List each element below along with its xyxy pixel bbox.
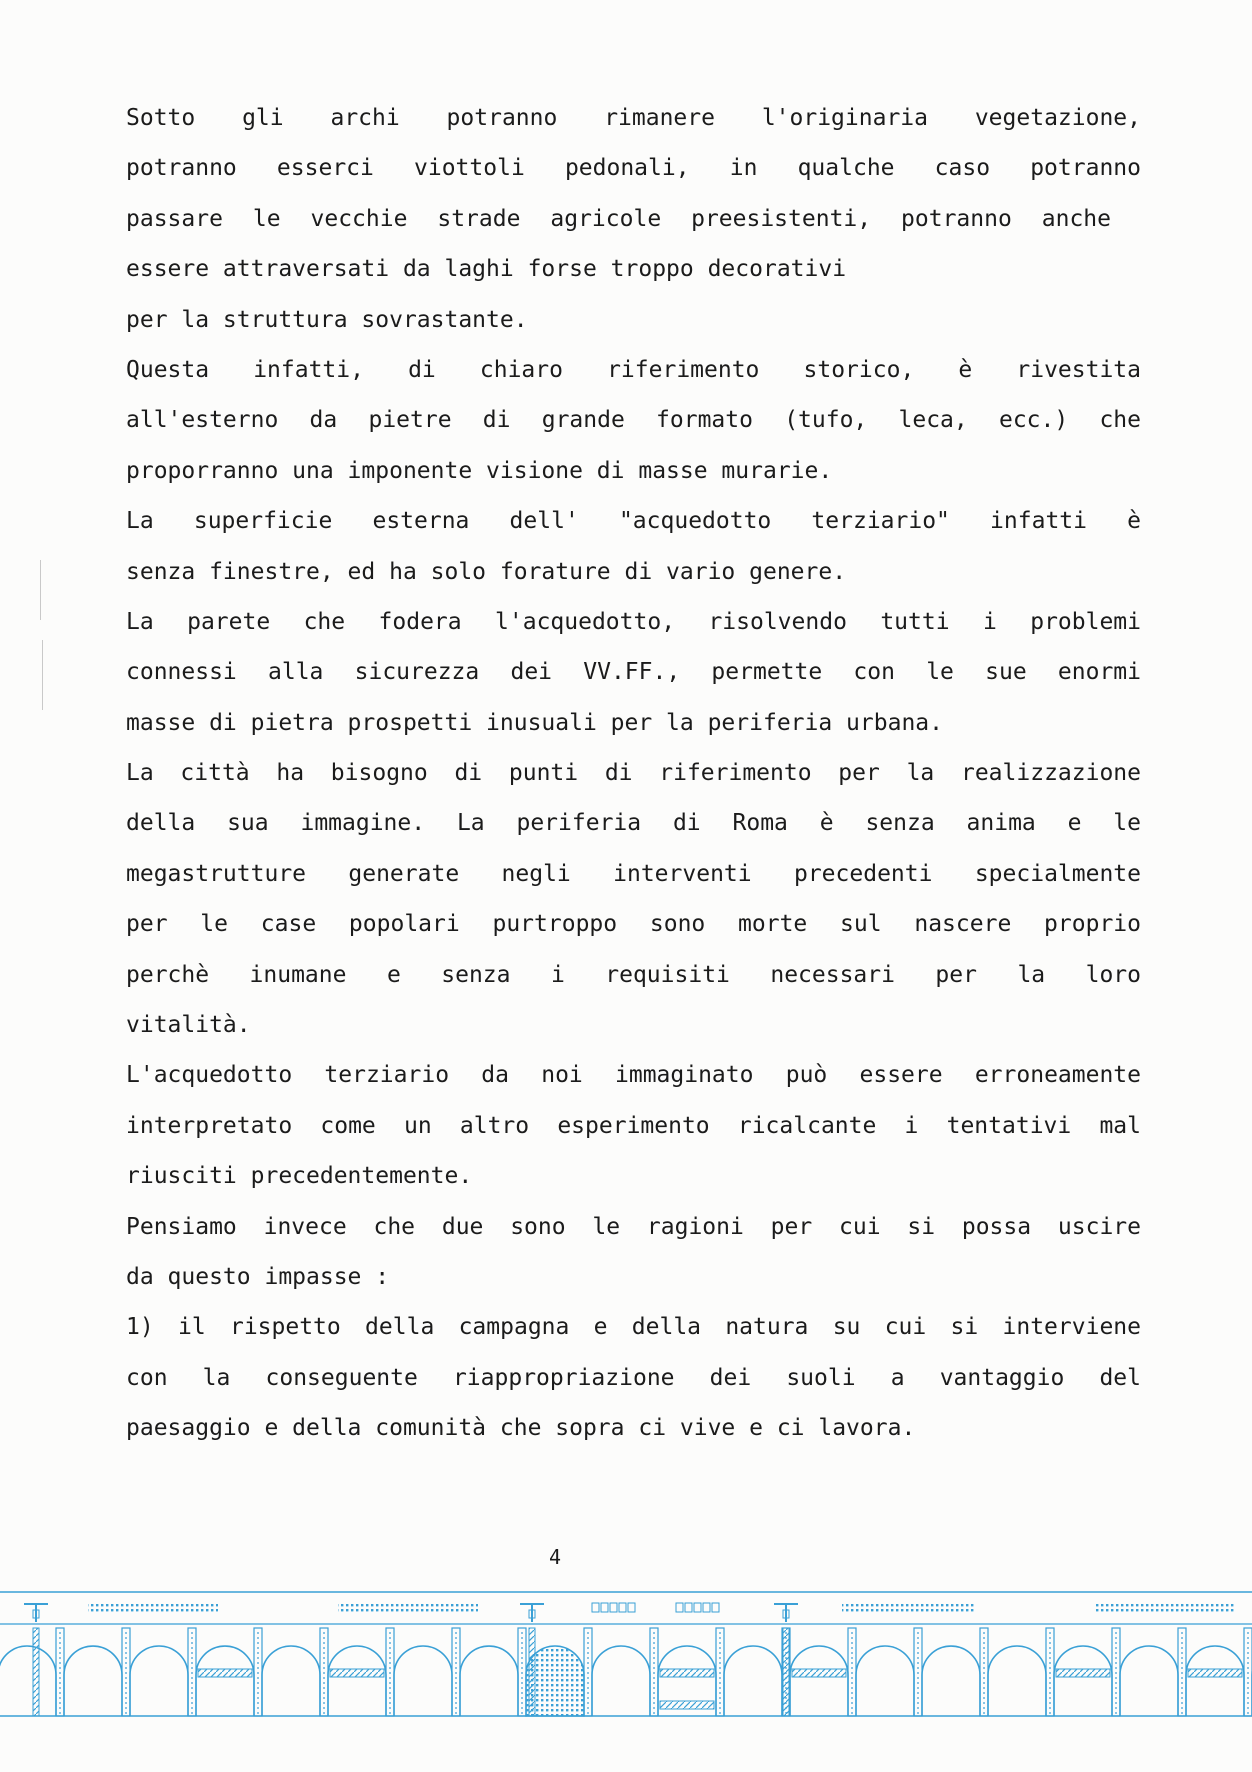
text-line: La parete che fodera l'acquedotto, risolvendo tutti i problemi [126,608,1141,635]
text-line: connessi alla sicurezza dei VV.FF., permette con le sue enormi [126,659,1141,686]
text-line: 1) il rispetto della campagna e della natura su cui si interviene [126,1314,1141,1341]
text-line: Sotto gli archi potranno rimanere l'originaria vegetazione, [126,105,1141,131]
text-line: La superficie esterna dell' "acquedotto terziario" infatti è [126,508,1141,535]
body-text [126,103,1141,1464]
text-line: per la struttura sovrastante. [126,306,528,333]
margin-pencil-mark [40,560,41,620]
text-line: proporranno una imponente visione di masse murarie. [126,457,833,484]
text-line: megastrutture generate negli interventi precedenti specialmente [126,860,1141,887]
text-line: senza finestre, ed ha solo forature di vario genere. [126,558,847,585]
margin-pencil-mark [42,640,43,710]
text-line: essere attraversati da laghi forse troppo decorativi [126,256,847,283]
text-line: da questo impasse : [126,1263,390,1290]
text-line: per le case popolari purtroppo sono morte sul nascere proprio [126,911,1141,938]
text-line: riusciti precedentemente. [126,1163,473,1190]
text-line: masse di pietra prospetti inusuali per la periferia urbana. [126,709,943,736]
text-line: L'acquedotto terziario da noi immaginato può essere erroneamente [126,1062,1141,1089]
text-line: interpretato come un altro esperimento ricalcante i tentativi mal [126,1112,1141,1139]
text-line: Questa infatti, di chiaro riferimento storico, è rivestita [126,356,1141,383]
text-line: paesaggio e della comunità che sopra ci vive e ci lavora. [126,1415,916,1442]
text-line: passare le vecchie strade agricole preesistenti, potranno anche [126,205,1111,232]
text-line: La città ha bisogno di punti di riferimento per la realizzazione [126,760,1141,787]
text-line: vitalità. [126,1012,251,1039]
text-line: Pensiamo invece che due sono le ragioni per cui si possa uscire [126,1213,1141,1240]
text-line: all'esterno da pietre di grande formato (tufo, leca, ecc.) che [126,407,1141,434]
text-line: perchè inumane e senza i requisiti necessari per la loro [126,961,1141,988]
text-line: della sua immagine. La periferia di Roma è senza anima e le [126,810,1141,837]
text-line: con la conseguente riappropriazione dei suoli a vantaggio del [126,1364,1141,1391]
page-number: 4 [548,1545,562,1569]
arcade-frieze-illustration [0,1588,1252,1718]
text-line: potranno esserci viottoli pedonali, in qualche caso potranno [126,155,1141,182]
